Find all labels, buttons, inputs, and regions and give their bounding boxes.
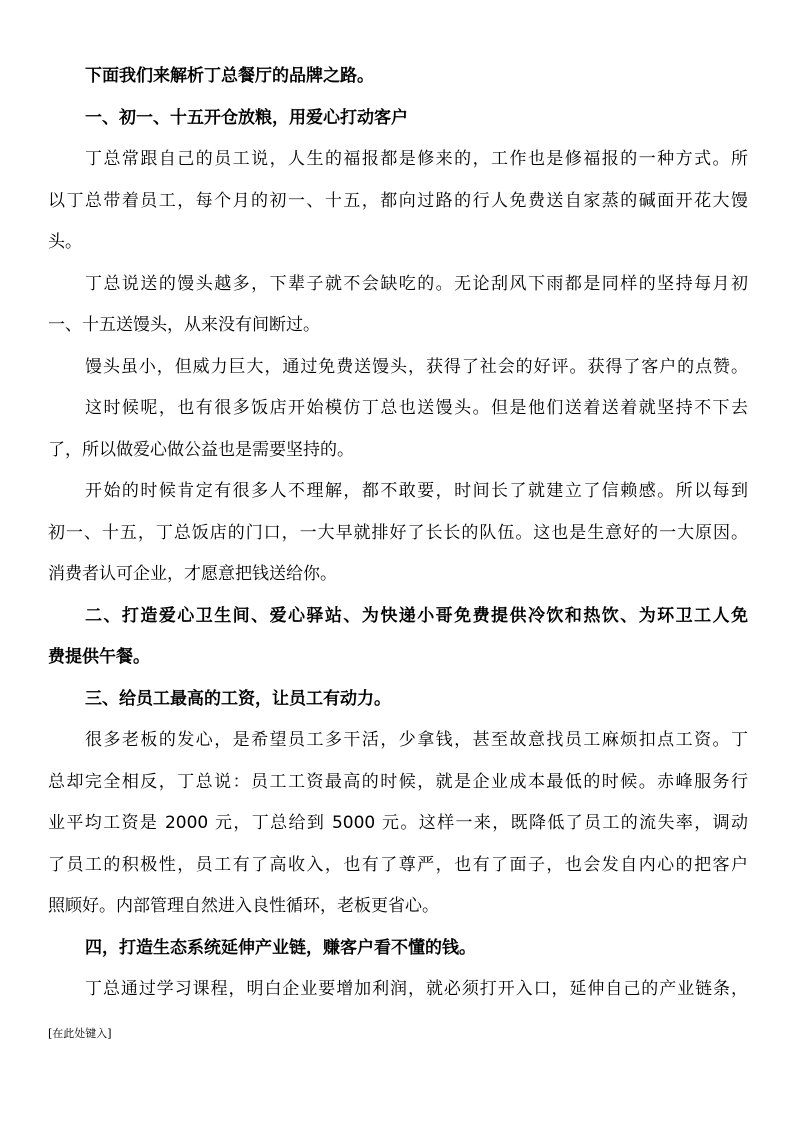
section-heading-line: 一、初一、十五开仓放粮，用爱心打动客户 [85,107,408,128]
paragraph-line: 丁总通过学习课程，明白企业要增加利润，就必须打开入口，延伸自己的产业链条， [85,979,748,999]
section-heading-line: 下面我们来解析丁总餐厅的品牌之路。 [85,66,374,86]
section-heading-line: 四，打造生态系统延伸产业链，赚客户看不懂的钱。 [85,937,476,958]
section-heading-line: 三、给员工最高的工资，让员工有动力。 [85,688,391,709]
paragraph-line: 以丁总带着员工，每个月的初一、十五，都向过路的行人免费送自家蒸的碱面开花大馒 [48,190,748,211]
paragraph-line: 头。 [48,232,82,252]
paragraph-line: 馒头虽小，但威力巨大，通过免费送馒头，获得了社会的好评。获得了客户的点赞。 [85,356,748,377]
paragraph-line: 消费者认可企业，才愿意把钱送给你。 [48,564,337,584]
section-heading-line: 费提供午餐。 [48,647,150,667]
paragraph-line: 丁总常跟自己的员工说，人生的福报都是修来的，工作也是修福报的一种方式。所 [85,149,748,169]
paragraph-line: 开始的时候肯定有很多人不理解，都不敢要，时间长了就建立了信赖感。所以每到 [85,481,748,501]
paragraph-line: 很多老板的发心，是希望员工多干活，少拿钱，甚至故意找员工麻烦扣点工资。丁 [85,730,748,750]
paragraph-line: 照顾好。内部管理自然进入良性循环，老板更省心。 [48,896,439,916]
paragraph-line: 丁总说送的馒头越多，下辈子就不会缺吃的。无论刮风下雨都是同样的坚持每月初 [85,273,748,294]
paragraph-line: 了，所以做爱心做公益也是需要坚持的。 [48,439,354,460]
document-body [48,56,748,1011]
paragraph-line: 一、十五送馒头，从来没有间断过。 [48,315,320,335]
paragraph-line: 这时候呢，也有很多饭店开始模仿丁总也送馒头。但是他们送着送着就坚持不下去 [85,398,748,418]
paragraph-line: 总却完全相反，丁总说：员工工资最高的时候，就是企业成本最低的时候。赤峰服务行 [48,771,748,792]
paragraph-line: 初一、十五，丁总饭店的门口，一大早就排好了长长的队伍。这也是生意好的一大原因。 [48,522,748,543]
section-heading-line: 二、打造爱心卫生间、爱心驿站、为快递小哥免费提供冷饮和热饮、为环卫工人免 [85,605,748,626]
paragraph-line: 业平均工资是 2000 元，丁总给到 5000 元。这样一来，既降低了员工的流失率，调动 [48,813,748,833]
paragraph-line: 了员工的积极性，员工有了高收入，也有了尊严，也有了面子，也会发自内心的把客户 [48,854,748,875]
footer-placeholder[interactable]: [在此处键入] [48,1027,112,1040]
